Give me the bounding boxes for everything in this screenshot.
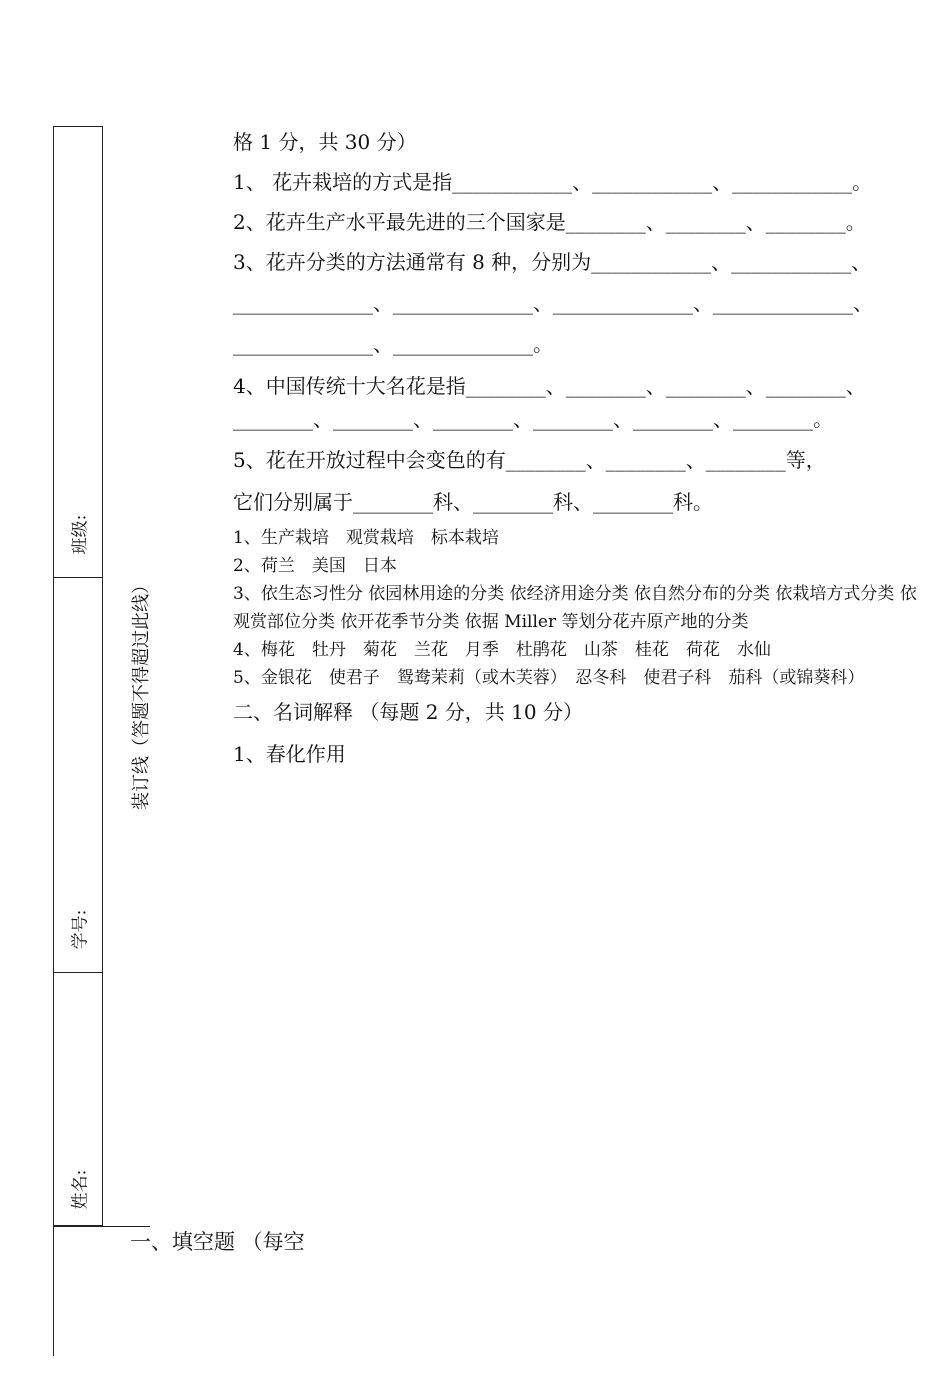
answer-1: 1、生产栽培 观赏栽培 标本栽培: [233, 528, 499, 548]
margin-divider: [54, 972, 102, 973]
answer-3: 3、依生态习性分 依园林用途的分类 依经济用途分类 依自然分布的分类 依栽培方式分类 依观赏部位分类 依开花季节分类 依据 Miller 等划分花卉原产地的分类: [233, 584, 917, 632]
answer-key: [233, 524, 933, 692]
section2-question-1: 1、春化作用: [233, 742, 346, 766]
question-3-blanks: ______________、______________、______________、______________、: [233, 291, 873, 315]
answer-2: 2、荷兰 美国 日本: [233, 556, 397, 576]
question-2: 2、花卉生产水平最先进的三个国家是________、________、________。: [233, 210, 866, 234]
section1-title-start: 一、填空题 （每空: [130, 1230, 305, 1254]
question-3-blanks-end: ______________、______________。: [233, 332, 553, 356]
student-id-label: 学号:: [70, 909, 91, 950]
class-label: 班级:: [70, 514, 91, 555]
question-4-blanks: ________、________、________、________、________、________。: [233, 407, 833, 431]
question-1: 1、 花卉栽培的方式是指____________、____________、____________。: [233, 170, 873, 194]
binding-margin-box: [53, 126, 103, 1226]
question-5-families: 它们分别属于________科、________科、________科。: [233, 490, 713, 514]
answer-5: 5、金银花 使君子 鸳鸯茉莉（或木芙蓉） 忍冬科 使君子科 茄科（或锦葵科）: [233, 668, 865, 688]
left-binding-rule: [53, 1226, 54, 1356]
section1-title-continued: 格 1 分，共 30 分）: [233, 130, 417, 154]
question-3: 3、花卉分类的方法通常有 8 种，分别为____________、____________、: [233, 250, 872, 274]
answer-4: 4、梅花 牡丹 菊花 兰花 月季 杜鹃花 山茶 桂花 荷花 水仙: [233, 640, 771, 660]
question-5: 5、花在开放过程中会变色的有________、________、________等，: [233, 448, 826, 472]
name-label: 姓名:: [70, 1169, 91, 1210]
question-4: 4、中国传统十大名花是指________、________、________、________、: [233, 374, 866, 398]
section2-title: 二、名词解释 （每题 2 分，共 10 分）: [233, 700, 583, 724]
margin-divider: [54, 577, 102, 578]
binding-line-note: 装订线（答题不得超过此线）: [131, 576, 152, 810]
exam-content: [233, 124, 933, 772]
